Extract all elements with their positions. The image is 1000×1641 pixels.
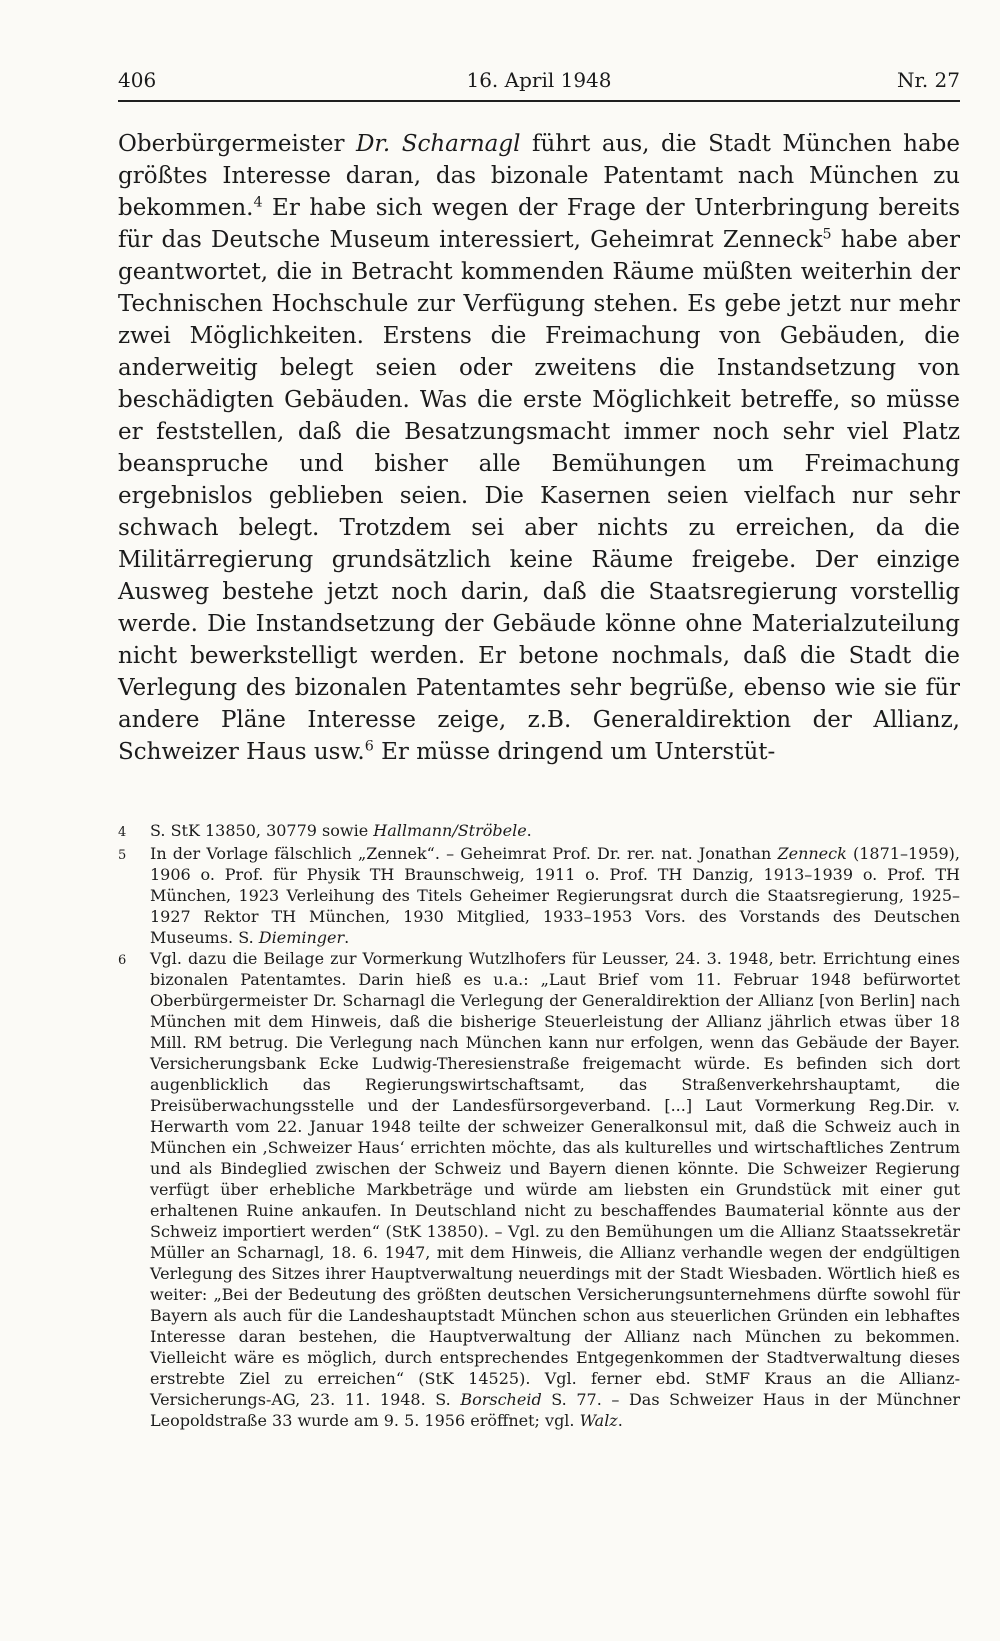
footnote-number: 5: [118, 848, 127, 863]
footnote-ref-4[interactable]: 4: [253, 194, 263, 211]
text-run: Er müsse dringend um Unterstüt-: [373, 739, 776, 765]
footnote-text: [150, 820, 960, 843]
running-header: [118, 68, 960, 102]
issue-number: Nr. 27: [896, 68, 960, 92]
page-number: 406: [118, 68, 157, 92]
text-run: Vgl. dazu die Beilage zur Vormerkung Wutzlhofers für Leusser, 24. 3. 1948, betr. Errichtung eines bizonalen Patentamtes. Darin hieß es u.a.: „Laut Brief vom 11. Februar 1948 befürwortet Oberbürgermeister Dr. Scharnagl die Verlegung der Generaldirektion der Allianz [von Berlin] nach München mit dem Hinweis, daß die bisherige Steuerleistung der Allianz jährlich etwas über 18 Mill. RM betrug. Die Verlegung nach München kann nur erfolgen, wenn das Gebäude der Bayer. Versicherungsbank Ecke Ludwig-Theresienstraße freigemacht würde. Es befinden sich dort augenblicklich das Regierungswirtschaftsamt, das Straßenverkehrshauptamt, die Preisüberwachungsstelle und der Landesfürsorgeverband. [...] Laut Vormerkung Reg.Dir. v. Herwarth vom 22. Januar 1948 teilte der schweizer Generalkonsul mit, daß die Schweiz auch in München ein ‚Schweizer Haus‘ errichten möchte, das als kulturelles und wirtschaftliches Zentrum und als Bindeglied zwischen der Schweiz und Bayern dienen könnte. Die Schweizer Regierung verfügt über erhebliche Markbeträge und würde am liebsten ein Grundstück mit einer gut erhaltenen Ruine ankaufen. In Deutschland nicht zu beschaffendes Baumaterial könnte aus der Schweiz importiert werden“ (StK 13850). – Vgl. zu den Bemühungen um die Allianz Staatssekretär Müller an Scharnagl, 18. 6. 1947, mit dem Hinweis, die Allianz verhandle wegen der endgültigen Verlegung des Sitzes ihrer Hauptverwaltung neuerdings mit der Stadt Wiesbaden. Wörtlich hieß es weiter: „Bei der Bedeutung des größten deutschen Versicherungsunternehmens dürfte sowohl für Bayern als auch für die Landeshauptstadt München schon aus steuerlichen Gründen ein lebhaftes Interesse daran bestehen, die Hauptverwaltung der Allianz nach München zu bekommen. Vielleicht wäre es möglich, durch entsprechendes Entgegenkommen der Stadtverwaltung dieses erstrebte Ziel zu erreichen“ (StK 14525). Vgl. ferner ebd. StMF Kraus an die Allianz-Versicherungs-AG, 23. 11. 1948. S.: [150, 949, 960, 1409]
text-run: .: [344, 928, 350, 947]
speaker-name: Dr. Scharnagl: [355, 131, 521, 157]
cited-author: Borscheid: [460, 1390, 542, 1409]
text-run: In der Vorlage fälschlich „Zennek“. – Geheimrat Prof. Dr. rer. nat. Jonathan: [150, 844, 778, 863]
footnote-text: [150, 948, 960, 1431]
cited-author: Walz: [579, 1411, 618, 1430]
footnote-5: [118, 843, 960, 948]
text-run: habe aber geantwortet, die in Betracht kommenden Räume müßten weiterhin der Technischen Hochschule zur Verfügung stehen. Es gebe jetzt nur mehr zwei Möglichkeiten. Erstens die Freimachung von Gebäuden, die anderweitig belegt seien oder zweitens die Instandsetzung von beschädigten Gebäuden. Was die erste Möglichkeit betreffe, so müsse er feststellen, daß die Besatzungsmacht immer noch sehr viel Platz beanspruche und bisher alle Bemühungen um Freimachung ergebnislos geblieben seien. Die Kasernen seien vielfach nur sehr schwach belegt. Trotzdem sei aber nichts zu erreichen, da die Militärregierung grundsätzlich keine Räume freigebe. Der einzige Ausweg bestehe jetzt noch darin, daß die Staatsregierung vorstellig werde. Die Instandsetzung der Gebäude könne ohne Materialzuteilung nicht bewerkstelligt werden. Er betone nochmals, daß die Stadt die Verlegung des bizonalen Patentamtes sehr begrüße, ebenso wie sie für andere Pläne Interesse zeige, z.B. Generaldirektion der Allianz, Schweizer Haus usw.: [118, 227, 960, 765]
text-run: .: [617, 1411, 623, 1430]
header-date: 16. April 1948: [466, 68, 612, 92]
footnote-ref-5[interactable]: 5: [822, 226, 832, 243]
footnote-text: [150, 843, 960, 948]
footnote-number: 4: [118, 825, 127, 840]
cited-author: Dieminger: [258, 928, 345, 947]
text-run: Oberbürgermeister: [118, 131, 356, 157]
cited-author: Hallmann/Ströbele: [373, 821, 527, 840]
text-run: Er habe sich wegen der Frage der Unterbringung bereits für das Deutsche Museum interessiert, Geheimrat Zenneck: [118, 195, 960, 253]
main-paragraph: [118, 128, 960, 768]
footnote-ref-6[interactable]: 6: [364, 738, 374, 755]
footnote-number: 6: [118, 953, 127, 968]
main-text: [118, 128, 960, 768]
footnote-4: [118, 820, 960, 843]
cited-author: Zenneck: [777, 844, 847, 863]
text-run: S. 77. – Das Schweizer Haus in der Münchner Leopoldstraße 33 wurde am 9. 5. 1956 eröffnet; vgl.: [150, 1390, 960, 1430]
footnote-6: [118, 948, 960, 1431]
text-run: .: [526, 821, 532, 840]
text-run: S. StK 13850, 30779 sowie: [150, 821, 374, 840]
text-run: (1871–1959), 1906 o. Prof. für Physik TH Braunschweig, 1911 o. Prof. TH Danzig, 1913–1939 o. Prof. TH München, 1923 Verleihung des Titels Geheimer Regierungsrat durch die Staatsregierung, 1925–1927 Rektor TH München, 1930 Mitglied, 1933–1953 Vors. des Vorstands des Deutschen Museums. S.: [150, 844, 960, 947]
text-run: führt aus, die Stadt München habe größtes Interesse daran, das bizonale Patentamt nach München zu bekommen.: [118, 131, 960, 221]
footnotes: [118, 820, 960, 1431]
